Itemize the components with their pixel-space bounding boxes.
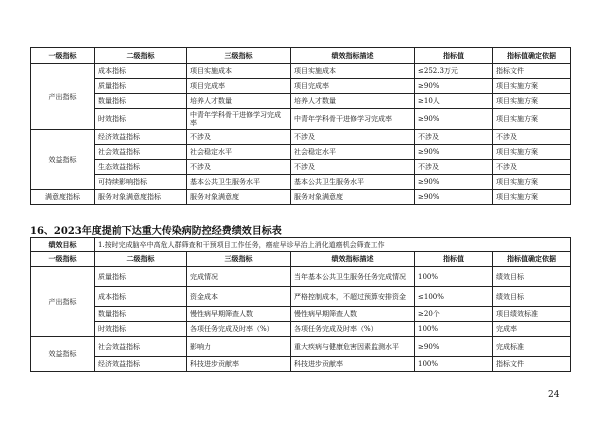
table-cell: 影响力 bbox=[187, 337, 291, 357]
table-cell: 项目实施方案 bbox=[493, 94, 571, 109]
table-cell: 经济效益指标 bbox=[95, 130, 187, 145]
table-row bbox=[31, 287, 571, 307]
table-row bbox=[31, 94, 571, 109]
table-cell: 可持续影响指标 bbox=[95, 175, 187, 190]
table-cell: 项目绩效标准 bbox=[493, 307, 571, 322]
table-row bbox=[31, 307, 571, 322]
table-cell: 培养人才数量 bbox=[187, 94, 291, 109]
table-cell: 时效指标 bbox=[95, 109, 187, 130]
header-cell: 指标值 bbox=[415, 252, 493, 267]
table-cell: 完成情况 bbox=[187, 267, 291, 287]
table-cell: 重大疾病与健康危害因素监测水平 bbox=[291, 337, 415, 357]
table-cell: ≥90% bbox=[415, 190, 493, 205]
table-cell: 不涉及 bbox=[415, 160, 493, 175]
group-cell-output: 产出指标 bbox=[31, 64, 95, 130]
table-cell: 各项任务完成及时率（%） bbox=[291, 322, 415, 337]
table-cell: 社会稳定水平 bbox=[187, 145, 291, 160]
table-cell: 指标文件 bbox=[493, 64, 571, 79]
header-cell: 一级指标 bbox=[31, 48, 95, 64]
table-cell: 服务对象满意度 bbox=[291, 190, 415, 205]
table-cell: 100% bbox=[415, 357, 493, 372]
header-cell: 绩效指标描述 bbox=[291, 252, 415, 267]
group-cell-output: 产出指标 bbox=[31, 267, 95, 337]
table-cell: 指标文件 bbox=[493, 357, 571, 372]
table-cell: 不涉及 bbox=[493, 160, 571, 175]
header-cell: 绩效指标描述 bbox=[291, 48, 415, 64]
table-cell: 数量指标 bbox=[95, 307, 187, 322]
table-cell: 生态效益指标 bbox=[95, 160, 187, 175]
table-cell: 社会效益指标 bbox=[95, 337, 187, 357]
table-row bbox=[31, 64, 571, 79]
table-cell: ≥90% bbox=[415, 337, 493, 357]
header-cell: 指标值确定依据 bbox=[493, 252, 571, 267]
performance-table-2 bbox=[30, 237, 571, 372]
table-cell: 不涉及 bbox=[493, 130, 571, 145]
table-cell: 严格控制成本，不超过预算安排资金 bbox=[291, 287, 415, 307]
table-row bbox=[31, 130, 571, 145]
table-cell: 当年基本公共卫生服务任务完成情况 bbox=[291, 267, 415, 287]
table-cell: 完成标准 bbox=[493, 337, 571, 357]
goal-label: 绩效目标 bbox=[31, 238, 95, 252]
table-row bbox=[31, 337, 571, 357]
table-row bbox=[31, 175, 571, 190]
table-cell: 成本指标 bbox=[95, 64, 187, 79]
table-header-row bbox=[31, 252, 571, 267]
table-cell: 不涉及 bbox=[415, 130, 493, 145]
table-cell: ≥20个 bbox=[415, 307, 493, 322]
table-cell: 项目实施方案 bbox=[493, 79, 571, 94]
header-cell: 指标值 bbox=[415, 48, 493, 64]
table-row bbox=[31, 267, 571, 287]
table-row bbox=[31, 145, 571, 160]
table-cell: 科技进步贡献率 bbox=[187, 357, 291, 372]
goal-text: 1.按时完成脑卒中高危人群筛查和干预项目工作任务，癌症早诊早治上消化道癌机会筛查工作 bbox=[95, 238, 571, 252]
table-cell: 基本公共卫生服务水平 bbox=[187, 175, 291, 190]
table-cell: 不涉及 bbox=[291, 130, 415, 145]
table-cell: 基本公共卫生服务水平 bbox=[291, 175, 415, 190]
table-cell: ≥90% bbox=[415, 175, 493, 190]
group-cell-satisfaction: 满意度指标 bbox=[31, 190, 95, 205]
table-cell: 项目实施成本 bbox=[291, 64, 415, 79]
table-cell: 项目实施方案 bbox=[493, 109, 571, 130]
page-number: 24 bbox=[548, 390, 560, 400]
header-cell: 一级指标 bbox=[31, 252, 95, 267]
table-cell: 培养人才数量 bbox=[291, 94, 415, 109]
goal-row bbox=[31, 238, 571, 252]
table-cell: 完成率 bbox=[493, 322, 571, 337]
header-cell: 二级指标 bbox=[95, 252, 187, 267]
performance-table-1 bbox=[30, 47, 571, 205]
table-cell: ≥90% bbox=[415, 109, 493, 130]
table-header-row bbox=[31, 48, 571, 64]
table-cell: 服务对象满意度指标 bbox=[95, 190, 187, 205]
table-cell: 不涉及 bbox=[187, 130, 291, 145]
header-cell: 二级指标 bbox=[95, 48, 187, 64]
table-cell: 社会稳定水平 bbox=[291, 145, 415, 160]
header-cell: 三级指标 bbox=[187, 252, 291, 267]
table-cell: ≥90% bbox=[415, 79, 493, 94]
table-cell: 质量指标 bbox=[95, 267, 187, 287]
table-cell: 绩效目标 bbox=[493, 267, 571, 287]
table-cell: 项目实施成本 bbox=[187, 64, 291, 79]
table-cell: 不涉及 bbox=[291, 160, 415, 175]
table-row bbox=[31, 190, 571, 205]
table-cell: 中青年学科骨干进修学习完成率 bbox=[291, 109, 415, 130]
table-cell: 100% bbox=[415, 267, 493, 287]
table-cell: ≥10人 bbox=[415, 94, 493, 109]
table-cell: 100% bbox=[415, 322, 493, 337]
section-title: 16、2023年度提前下达重大传染病防控经费绩效目标表 bbox=[30, 226, 282, 237]
group-cell-benefit: 效益指标 bbox=[31, 130, 95, 190]
table-row bbox=[31, 160, 571, 175]
table-cell: 数量指标 bbox=[95, 94, 187, 109]
table-row bbox=[31, 109, 571, 130]
table-cell: 时效指标 bbox=[95, 322, 187, 337]
table-cell: ≤100% bbox=[415, 287, 493, 307]
table-cell: 社会效益指标 bbox=[95, 145, 187, 160]
table-cell: 项目完成率 bbox=[187, 79, 291, 94]
table-cell: ≤252.3万元 bbox=[415, 64, 493, 79]
table-cell: 质量指标 bbox=[95, 79, 187, 94]
table-cell: 绩效目标 bbox=[493, 287, 571, 307]
header-cell: 指标值确定依据 bbox=[493, 48, 571, 64]
group-cell-benefit: 效益指标 bbox=[31, 337, 95, 372]
table-cell: 不涉及 bbox=[187, 160, 291, 175]
table-cell: 成本指标 bbox=[95, 287, 187, 307]
table-cell: 科技进步贡献率 bbox=[291, 357, 415, 372]
table-cell: 项目实施方案 bbox=[493, 175, 571, 190]
table-cell: 项目实施方案 bbox=[493, 145, 571, 160]
table-row bbox=[31, 79, 571, 94]
table-cell: 资金成本 bbox=[187, 287, 291, 307]
table-cell: 慢性病早期筛查人数 bbox=[187, 307, 291, 322]
table-cell: 各项任务完成及时率（%） bbox=[187, 322, 291, 337]
table-cell: 中青年学科骨干进修学习完成率 bbox=[187, 109, 291, 130]
table-cell: 服务对象满意度 bbox=[187, 190, 291, 205]
table-row bbox=[31, 357, 571, 372]
table-cell: 经济效益指标 bbox=[95, 357, 187, 372]
table-cell: 慢性病早期筛查人数 bbox=[291, 307, 415, 322]
table-cell: ≥90% bbox=[415, 145, 493, 160]
table-row bbox=[31, 322, 571, 337]
header-cell: 三级指标 bbox=[187, 48, 291, 64]
table-cell: 项目完成率 bbox=[291, 79, 415, 94]
table-cell: 项目实施方案 bbox=[493, 190, 571, 205]
